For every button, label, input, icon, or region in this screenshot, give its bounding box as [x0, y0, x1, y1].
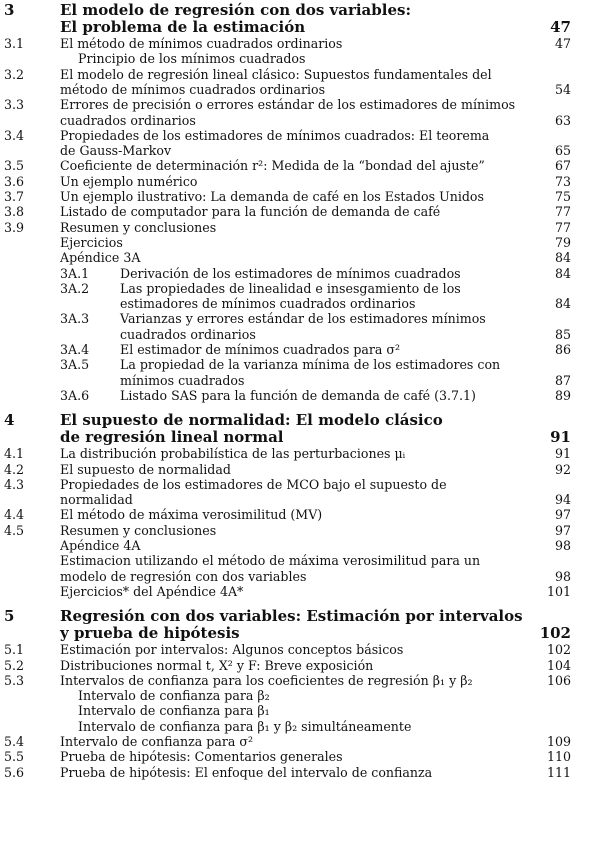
entry-number: 5.6 [4, 764, 25, 780]
entry-title: La propiedad de la varianza mínima de los estimadores con [120, 357, 501, 373]
toc-entry [0, 673, 600, 689]
entry-title: de Gauss-Markov [60, 143, 172, 159]
entry-number: 3.7 [4, 189, 25, 204]
entry-title: Derivación de los estimadores de mínimos cuadrados [120, 265, 461, 281]
entry-title: Estimacion utilizando el método de máxima verosimilitud para un [60, 553, 481, 569]
entry-title: Listado de computador para la función de demanda de café [60, 204, 441, 220]
entry-page: 47 [554, 36, 571, 51]
entry-page: 92 [554, 461, 571, 477]
entry-number: 3.3 [4, 97, 25, 113]
entry-title: El supuesto de normalidad: El modelo clásico [60, 411, 443, 430]
toc-entry [0, 97, 600, 113]
entry-number: 3.5 [4, 158, 25, 174]
toc-entry [0, 642, 600, 658]
toc-entry [0, 113, 600, 129]
entry-title: Principio de los mínimos cuadrados [78, 51, 306, 67]
toc-entry [0, 174, 600, 190]
entry-number: 3.8 [4, 204, 25, 220]
entry-page: 106 [546, 672, 571, 688]
entry-page: 67 [554, 158, 571, 174]
toc-entry [0, 462, 600, 478]
entry-page: 89 [554, 387, 571, 403]
entry-number: 5.5 [4, 749, 25, 765]
entry-number: 3A.5 [60, 357, 90, 373]
entry-page: 47 [550, 18, 571, 36]
toc-entry [0, 51, 600, 67]
chapter-heading [0, 429, 600, 445]
toc-entry [0, 327, 600, 343]
entry-title: modelo de regresión con dos variables [60, 568, 307, 584]
entry-title: Las propiedades de linealidad e insesgamiento de los [120, 280, 461, 296]
entry-number: 5.2 [4, 657, 25, 673]
entry-title: El método de máxima verosimilitud (MV) [60, 507, 323, 523]
entry-number: 5.1 [4, 642, 25, 658]
toc-entry [0, 342, 600, 358]
entry-page: 63 [554, 112, 571, 128]
toc-entry [0, 266, 600, 282]
entry-page: 75 [554, 189, 571, 204]
toc-entry [0, 67, 600, 83]
entry-title: Propiedades de los estimadores de mínimos cuadrados: El teorema [60, 127, 490, 143]
entry-title: cuadrados ordinarios [120, 326, 256, 342]
chapter-heading [0, 19, 600, 35]
entry-title: El modelo de regresión lineal clásico: Supuestos fundamentales del [60, 66, 492, 82]
chapter-heading [0, 608, 600, 624]
entry-title: Prueba de hipótesis: Comentarios generales [60, 749, 343, 765]
entry-page: 86 [554, 342, 571, 357]
entry-title: Intervalo de confianza para σ² [60, 734, 254, 749]
entry-title: estimadores de mínimos cuadrados ordinarios [120, 296, 416, 312]
toc-entry [0, 477, 600, 493]
toc-entry [0, 569, 600, 585]
entry-title: Resumen y conclusiones [60, 219, 217, 235]
entry-page: 54 [554, 81, 571, 97]
entry-title: Varianzas y errores estándar de los estimadores mínimos [120, 311, 486, 327]
entry-number: 4.4 [4, 507, 25, 523]
toc-entry [0, 128, 600, 144]
entry-page: 110 [546, 749, 571, 765]
entry-title: y prueba de hipótesis [60, 624, 240, 643]
entry-title: Apéndice 3A [60, 250, 141, 266]
entry-title: Un ejemplo numérico [60, 173, 198, 189]
entry-page: 77 [554, 204, 571, 220]
entry-page: 104 [546, 657, 571, 673]
entry-title: Intervalos de confianza para los coeficientes de regresión β₁ y β₂ [60, 672, 473, 688]
entry-title: Propiedades de los estimadores de MCO bajo el supuesto de [60, 476, 447, 492]
entry-page: 84 [554, 296, 571, 312]
chapter-heading [0, 625, 600, 641]
entry-title: de regresión lineal normal [60, 428, 284, 447]
entry-number: 5 [4, 607, 15, 626]
entry-title: Intervalo de confianza para β₂ [78, 688, 270, 704]
toc-entry [0, 189, 600, 205]
entry-title: Regresión con dos variables: Estimación por intervalos [60, 607, 523, 626]
toc-entry [0, 507, 600, 523]
entry-number: 3A.3 [60, 311, 90, 327]
toc-entry [0, 538, 600, 554]
toc-entry [0, 553, 600, 569]
toc-entry [0, 373, 600, 389]
chapter-heading [0, 2, 600, 18]
toc-entry [0, 658, 600, 674]
entry-title: Distribuciones normal t, X² y F: Breve exposición [60, 657, 374, 673]
entry-number: 3.1 [4, 36, 25, 51]
entry-number: 5.4 [4, 734, 25, 749]
toc-entry [0, 235, 600, 251]
entry-page: 84 [554, 250, 571, 266]
entry-page: 87 [554, 372, 571, 388]
entry-page: 97 [554, 522, 571, 538]
entry-page: 98 [554, 568, 571, 584]
entry-number: 5.3 [4, 672, 25, 688]
toc-entry [0, 523, 600, 539]
entry-title: El método de mínimos cuadrados ordinarios [60, 36, 343, 51]
entry-page: 77 [554, 219, 571, 235]
entry-title: normalidad [60, 492, 133, 508]
entry-title: Intervalo de confianza para β₁ y β₂ simultáneamente [78, 718, 412, 734]
entry-page: 73 [554, 173, 571, 189]
entry-number: 3A.2 [60, 280, 90, 296]
entry-title: Intervalo de confianza para β₁ [78, 703, 270, 719]
toc-entry [0, 446, 600, 462]
entry-title: Apéndice 4A [60, 538, 141, 553]
toc-entry [0, 158, 600, 174]
entry-title: Prueba de hipótesis: El enfoque del intervalo de confianza [60, 764, 433, 780]
entry-number: 3A.1 [60, 265, 90, 281]
entry-page: 65 [554, 143, 571, 159]
entry-number: 4 [4, 411, 15, 430]
entry-page: 85 [554, 326, 571, 342]
toc-entry [0, 82, 600, 98]
entry-title: Listado SAS para la función de demanda de café (3.7.1) [120, 387, 476, 403]
entry-title: Un ejemplo ilustrativo: La demanda de café en los Estados Unidos [60, 189, 484, 204]
toc-entry [0, 143, 600, 159]
toc-entry [0, 492, 600, 508]
entry-number: 3.4 [4, 127, 25, 143]
entry-title: El problema de la estimación [60, 18, 306, 36]
entry-page: 111 [546, 764, 571, 780]
entry-number: 4.2 [4, 461, 25, 477]
toc-entry [0, 250, 600, 266]
entry-page: 84 [554, 265, 571, 281]
entry-number: 3.2 [4, 66, 25, 82]
toc-entry [0, 719, 600, 735]
entry-title: Coeficiente de determinación r²: Medida de la “bondad del ajuste” [60, 158, 485, 174]
entry-title: Estimación por intervalos: Algunos conceptos básicos [60, 642, 404, 658]
entry-number: 3A.6 [60, 387, 90, 403]
toc-entry [0, 734, 600, 750]
entry-page: 79 [554, 234, 571, 250]
entry-page: 102 [546, 642, 571, 658]
toc-entry [0, 703, 600, 719]
entry-page: 97 [554, 507, 571, 523]
toc-entry [0, 296, 600, 312]
toc-entry [0, 204, 600, 220]
entry-number: 3.6 [4, 173, 25, 189]
toc-entry [0, 311, 600, 327]
entry-page: 91 [550, 428, 571, 447]
entry-number: 4.1 [4, 446, 25, 462]
entry-title: El supuesto de normalidad [60, 461, 231, 477]
toc-entry [0, 388, 600, 404]
entry-page: 94 [554, 492, 571, 508]
toc-entry [0, 765, 600, 781]
entry-page: 91 [554, 446, 571, 462]
toc-entry [0, 584, 600, 600]
entry-title: El modelo de regresión con dos variables: [60, 1, 411, 19]
entry-title: Resumen y conclusiones [60, 522, 217, 538]
toc-entry [0, 220, 600, 236]
entry-number: 3 [4, 1, 15, 19]
toc-entry [0, 36, 600, 52]
entry-title: Errores de precisión o errores estándar de los estimadores de mínimos [60, 97, 516, 113]
entry-number: 3.9 [4, 219, 25, 235]
entry-title: Ejercicios [60, 234, 123, 250]
entry-title: cuadrados ordinarios [60, 112, 196, 128]
toc-entry [0, 281, 600, 297]
entry-page: 109 [546, 734, 571, 749]
toc-entry [0, 357, 600, 373]
toc-entry [0, 749, 600, 765]
entry-title: Ejercicios* del Apéndice 4A* [60, 583, 244, 599]
entry-title: El estimador de mínimos cuadrados para σ² [120, 342, 401, 357]
entry-page: 98 [554, 538, 571, 553]
entry-title: La distribución probabilística de las perturbaciones μᵢ [60, 446, 406, 462]
chapter-heading [0, 412, 600, 428]
toc-entry [0, 688, 600, 704]
entry-number: 4.5 [4, 522, 25, 538]
entry-title: método de mínimos cuadrados ordinarios [60, 81, 326, 97]
entry-page: 101 [546, 583, 571, 599]
entry-title: mínimos cuadrados [120, 372, 245, 388]
entry-number: 4.3 [4, 476, 25, 492]
entry-number: 3A.4 [60, 342, 90, 357]
entry-page: 102 [539, 624, 571, 643]
